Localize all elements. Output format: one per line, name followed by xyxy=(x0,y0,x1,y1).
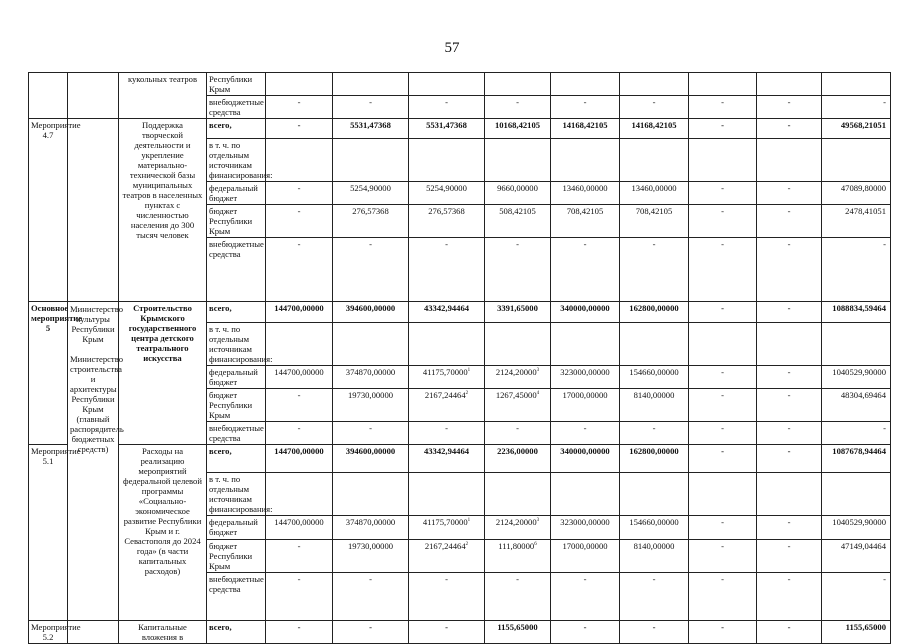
amount-cell: - xyxy=(485,238,551,302)
amount-cell: 48304,69464 xyxy=(822,389,891,422)
funding-source: в т. ч. по отдельным источникам финансирования: xyxy=(207,139,266,182)
amount-cell: - xyxy=(689,238,757,302)
amount-cell xyxy=(485,73,551,96)
amount-cell: 17000,00000 xyxy=(551,389,620,422)
amount-cell: - xyxy=(266,389,333,422)
amount-cell xyxy=(551,473,620,516)
amount-cell xyxy=(333,473,409,516)
amount-cell xyxy=(757,473,822,516)
amount-cell: - xyxy=(333,422,409,445)
amount-cell: - xyxy=(409,422,485,445)
funding-source: всего, xyxy=(207,119,266,139)
amount-cell: - xyxy=(333,573,409,621)
amount-cell: 5254,90000 xyxy=(333,182,409,205)
amount-cell: 154660,00000 xyxy=(620,516,689,540)
amount-cell xyxy=(266,473,333,516)
amount-cell: 144700,00000 xyxy=(266,366,333,389)
amount-cell xyxy=(689,473,757,516)
amount-cell: 508,42105 xyxy=(485,205,551,238)
amount-cell: - xyxy=(757,302,822,323)
amount-cell: - xyxy=(822,96,891,119)
amount-cell: - xyxy=(551,422,620,445)
amount-cell: - xyxy=(485,96,551,119)
funding-source: внебюджетные средства xyxy=(207,238,266,302)
amount-cell: 1040529,90000 xyxy=(822,516,891,540)
amount-cell: - xyxy=(620,422,689,445)
amount-cell: - xyxy=(266,573,333,621)
funding-source: бюджет Республики Крым xyxy=(207,205,266,238)
amount-cell xyxy=(620,323,689,366)
amount-cell: 47149,04464 xyxy=(822,540,891,573)
amount-cell xyxy=(409,323,485,366)
funding-source: внебюджетные средства xyxy=(207,96,266,119)
amount-cell xyxy=(757,139,822,182)
funding-source: всего, xyxy=(207,302,266,323)
amount-cell: - xyxy=(266,621,333,644)
amount-cell: - xyxy=(757,573,822,621)
amount-cell: 14168,42105 xyxy=(551,119,620,139)
amount-cell: - xyxy=(266,96,333,119)
amount-cell xyxy=(266,139,333,182)
amount-cell: 8140,00000 xyxy=(620,540,689,573)
amount-cell: - xyxy=(757,516,822,540)
amount-cell: - xyxy=(757,182,822,205)
amount-cell: - xyxy=(333,238,409,302)
amount-cell: 394600,00000 xyxy=(333,302,409,323)
footnote-marker: 4 xyxy=(536,391,540,397)
amount-cell: 43342,94464 xyxy=(409,445,485,473)
amount-cell: 1040529,90000 xyxy=(822,366,891,389)
measure-code xyxy=(29,73,68,119)
amount-cell: - xyxy=(485,422,551,445)
amount-cell: - xyxy=(689,389,757,422)
amount-cell xyxy=(757,323,822,366)
funding-source: в т. ч. по отдельным источникам финансирования: xyxy=(207,473,266,516)
measure-code: Основное мероприятие 5 xyxy=(29,302,68,445)
amount-cell: 1155,65000 xyxy=(822,621,891,644)
amount-cell: - xyxy=(757,119,822,139)
amount-cell: - xyxy=(409,573,485,621)
amount-cell: - xyxy=(620,621,689,644)
footnote-marker: 3 xyxy=(536,518,540,524)
funding-source: федеральный бюджет xyxy=(207,366,266,389)
amount-cell: 708,42105 xyxy=(551,205,620,238)
amount-cell: - xyxy=(266,182,333,205)
amount-cell xyxy=(333,323,409,366)
amount-cell: - xyxy=(689,182,757,205)
amount-cell: - xyxy=(689,205,757,238)
measure-name: Капитальные вложения в xyxy=(119,621,207,644)
amount-cell: - xyxy=(689,573,757,621)
amount-cell: 340000,00000 xyxy=(551,302,620,323)
amount-cell: - xyxy=(757,96,822,119)
funding-source: внебюджетные средства xyxy=(207,422,266,445)
amount-cell xyxy=(822,323,891,366)
funding-source: Республики Крым xyxy=(207,73,266,96)
footnote-marker: 2 xyxy=(465,542,469,548)
amount-cell: - xyxy=(757,445,822,473)
amount-cell: - xyxy=(620,96,689,119)
amount-cell: - xyxy=(266,422,333,445)
measure-code: Мероприятие 5.1 xyxy=(29,445,68,621)
amount-cell: 17000,00000 xyxy=(551,540,620,573)
amount-cell xyxy=(822,73,891,96)
amount-cell xyxy=(485,473,551,516)
executor: Министерство культуры Республики Крым Министерство строительства и архитектуры Республики Крым (главный распорядитель бюджетных средств) xyxy=(68,302,119,621)
amount-cell xyxy=(620,73,689,96)
amount-cell: 19730,00000 xyxy=(333,540,409,573)
amount-cell: 9660,00000 xyxy=(485,182,551,205)
funding-source: бюджет Республики Крым xyxy=(207,389,266,422)
amount-cell: - xyxy=(409,96,485,119)
amount-cell: - xyxy=(689,445,757,473)
amount-cell: - xyxy=(551,96,620,119)
amount-cell xyxy=(409,473,485,516)
funding-source: всего, xyxy=(207,445,266,473)
amount-cell xyxy=(485,139,551,182)
amount-cell: - xyxy=(757,540,822,573)
amount-cell: 41175,70000$^1$ xyxy=(409,366,485,389)
amount-cell: - xyxy=(689,96,757,119)
amount-cell: 1267,45000$^4$ xyxy=(485,389,551,422)
amount-cell: - xyxy=(409,621,485,644)
amount-cell: - xyxy=(266,205,333,238)
amount-cell: 154660,00000 xyxy=(620,366,689,389)
amount-cell: 47089,80000 xyxy=(822,182,891,205)
amount-cell: - xyxy=(551,573,620,621)
amount-cell: 41175,70000$^1$ xyxy=(409,516,485,540)
footnote-marker: 6 xyxy=(534,542,537,548)
amount-cell xyxy=(689,139,757,182)
amount-cell xyxy=(551,139,620,182)
amount-cell: - xyxy=(757,205,822,238)
amount-cell xyxy=(485,323,551,366)
funding-source: бюджет Республики Крым xyxy=(207,540,266,573)
funding-source: внебюджетные средства xyxy=(207,573,266,621)
funding-source: в т. ч. по отдельным источникам финансирования: xyxy=(207,323,266,366)
amount-cell xyxy=(822,473,891,516)
amount-cell: 323000,00000 xyxy=(551,516,620,540)
amount-cell: 5254,90000 xyxy=(409,182,485,205)
amount-cell: - xyxy=(266,119,333,139)
amount-cell: - xyxy=(266,540,333,573)
amount-cell: - xyxy=(620,238,689,302)
amount-cell: 5531,47368 xyxy=(333,119,409,139)
amount-cell: 276,57368 xyxy=(333,205,409,238)
amount-cell: - xyxy=(620,573,689,621)
amount-cell xyxy=(551,73,620,96)
measure-name: Расходы на реализацию мероприятий федеральной целевой программы «Социально-экономическое развитие Республики Крым и г. Севастополя до 2024 года» (в части капитальных расходов) xyxy=(119,445,207,621)
amount-cell: - xyxy=(689,422,757,445)
measure-code: Мероприятие 5.2 xyxy=(29,621,68,644)
table-row xyxy=(29,621,891,644)
amount-cell: 1155,65000 xyxy=(485,621,551,644)
funding-source: федеральный бюджет xyxy=(207,516,266,540)
executor xyxy=(68,73,119,119)
amount-cell: - xyxy=(757,422,822,445)
amount-cell xyxy=(620,473,689,516)
table-row xyxy=(29,119,891,139)
budget-table xyxy=(28,72,891,644)
amount-cell xyxy=(333,73,409,96)
footnote-marker: 1 xyxy=(467,518,471,524)
amount-cell: 1087678,94464 xyxy=(822,445,891,473)
footnote-marker: 3 xyxy=(536,368,540,374)
amount-cell: - xyxy=(689,621,757,644)
amount-cell: - xyxy=(689,366,757,389)
measure-name: Поддержка творческой деятельности и укрепление материально-технической базы муниципальных театров в населенных пунктах с численностью населения до 300 тысяч человек xyxy=(119,119,207,302)
amount-cell: 14168,42105 xyxy=(620,119,689,139)
amount-cell: 1088834,59464 xyxy=(822,302,891,323)
amount-cell: 144700,00000 xyxy=(266,445,333,473)
table-row xyxy=(29,445,891,473)
amount-cell: 162800,00000 xyxy=(620,302,689,323)
amount-cell: 19730,00000 xyxy=(333,389,409,422)
amount-cell: 2167,24464$^2$ xyxy=(409,389,485,422)
amount-cell: 111,80000$^6$ xyxy=(485,540,551,573)
amount-cell: 144700,00000 xyxy=(266,516,333,540)
amount-cell: - xyxy=(333,621,409,644)
amount-cell: 10168,42105 xyxy=(485,119,551,139)
amount-cell: - xyxy=(757,366,822,389)
amount-cell: 340000,00000 xyxy=(551,445,620,473)
funding-source: всего, xyxy=(207,621,266,644)
amount-cell xyxy=(689,73,757,96)
amount-cell: 2478,41051 xyxy=(822,205,891,238)
amount-cell: - xyxy=(757,621,822,644)
table-row xyxy=(29,73,891,96)
amount-cell: 3391,65000 xyxy=(485,302,551,323)
amount-cell: - xyxy=(757,389,822,422)
amount-cell xyxy=(689,323,757,366)
amount-cell: 5531,47368 xyxy=(409,119,485,139)
amount-cell: - xyxy=(485,573,551,621)
amount-cell: 49568,21051 xyxy=(822,119,891,139)
footnote-marker: 1 xyxy=(467,368,471,374)
amount-cell: 8140,00000 xyxy=(620,389,689,422)
funding-source: федеральный бюджет xyxy=(207,182,266,205)
amount-cell xyxy=(333,139,409,182)
amount-cell xyxy=(551,323,620,366)
amount-cell xyxy=(266,73,333,96)
amount-cell: - xyxy=(409,238,485,302)
amount-cell: 374870,00000 xyxy=(333,366,409,389)
table-row xyxy=(29,302,891,323)
amount-cell xyxy=(620,139,689,182)
measure-name: кукольных театров xyxy=(119,73,207,119)
amount-cell xyxy=(822,139,891,182)
amount-cell: - xyxy=(689,516,757,540)
amount-cell: 323000,00000 xyxy=(551,366,620,389)
amount-cell: 708,42105 xyxy=(620,205,689,238)
amount-cell: 162800,00000 xyxy=(620,445,689,473)
amount-cell: - xyxy=(689,119,757,139)
amount-cell xyxy=(757,73,822,96)
amount-cell xyxy=(409,73,485,96)
amount-cell: 43342,94464 xyxy=(409,302,485,323)
amount-cell: 144700,00000 xyxy=(266,302,333,323)
page-number: 57 xyxy=(444,40,460,56)
amount-cell: - xyxy=(822,238,891,302)
amount-cell xyxy=(409,139,485,182)
amount-cell: - xyxy=(266,238,333,302)
amount-cell: 276,57368 xyxy=(409,205,485,238)
amount-cell: 2124,20000$^3$ xyxy=(485,516,551,540)
amount-cell: - xyxy=(689,302,757,323)
executor xyxy=(68,119,119,302)
measure-name: Строительство Крымского государственного центра детского театрального искусства xyxy=(119,302,207,445)
amount-cell: 2236,00000 xyxy=(485,445,551,473)
amount-cell xyxy=(266,323,333,366)
amount-cell: 2167,24464$^2$ xyxy=(409,540,485,573)
amount-cell: 374870,00000 xyxy=(333,516,409,540)
amount-cell: - xyxy=(757,238,822,302)
amount-cell: 13460,00000 xyxy=(551,182,620,205)
footnote-marker: 2 xyxy=(465,391,469,397)
amount-cell: - xyxy=(551,238,620,302)
amount-cell: 2124,20000$^3$ xyxy=(485,366,551,389)
measure-code: Мероприятие 4.7 xyxy=(29,119,68,302)
amount-cell: - xyxy=(822,573,891,621)
amount-cell: - xyxy=(333,96,409,119)
amount-cell: - xyxy=(822,422,891,445)
amount-cell: 13460,00000 xyxy=(620,182,689,205)
amount-cell: - xyxy=(689,540,757,573)
amount-cell: 394600,00000 xyxy=(333,445,409,473)
amount-cell: - xyxy=(551,621,620,644)
